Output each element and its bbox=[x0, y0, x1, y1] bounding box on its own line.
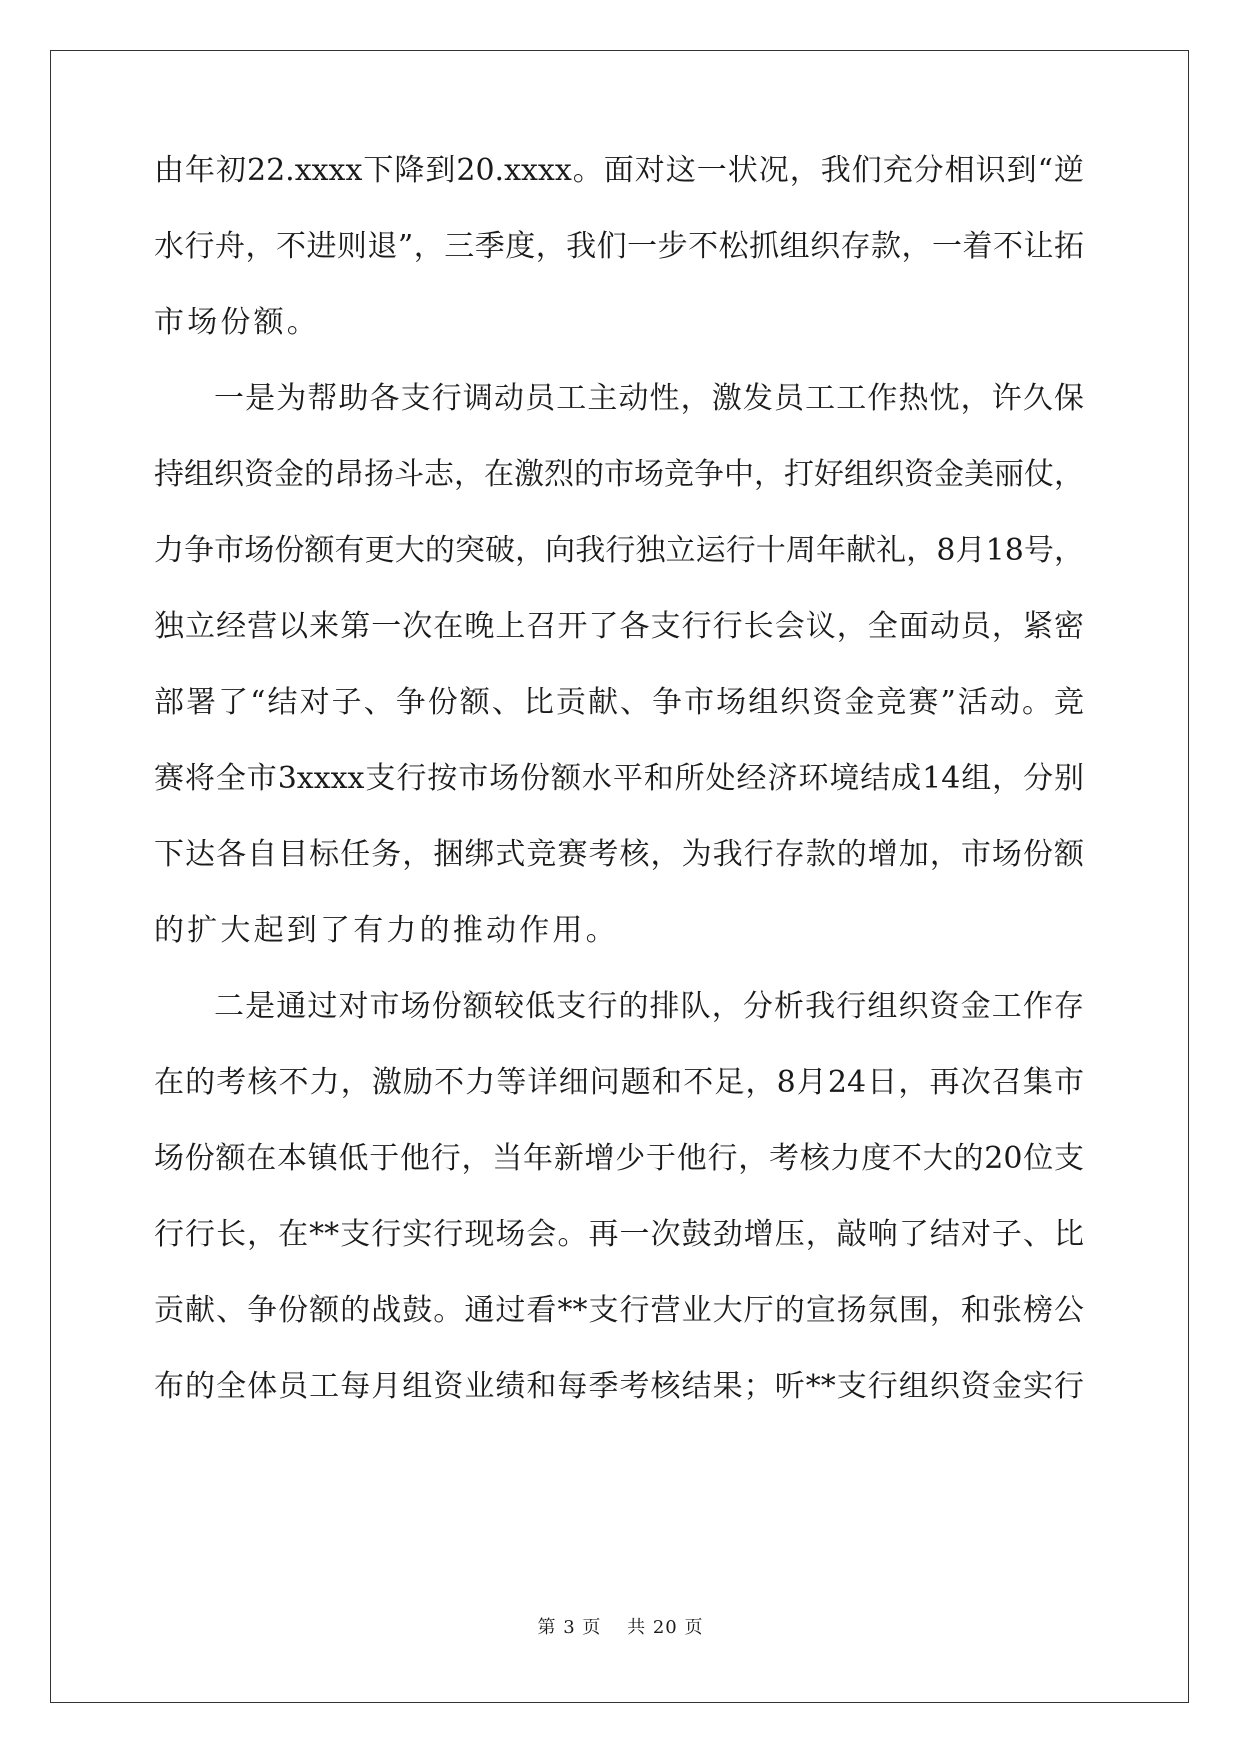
text-line: 场份额在本镇低于他行，当年新增少于他行，考核力度不大的20位支 bbox=[154, 1141, 1084, 1176]
text-line: 持组织资金的昂扬斗志，在激烈的市场竞争中，打好组织资金美丽仗， bbox=[154, 457, 1084, 492]
text-line: 水行舟，不进则退”，三季度，我们一步不松抓组织存款，一着不让拓 bbox=[154, 229, 1084, 264]
text-line: 由年初22.xxxx下降到20.xxxx。面对这一状况，我们充分相识到“逆 bbox=[154, 153, 1084, 188]
text-line: 贡献、争份额的战鼓。通过看**支行营业大厅的宣扬氛围，和张榜公 bbox=[154, 1293, 1084, 1328]
text-line: 独立经营以来第一次在晚上召开了各支行行长会议，全面动员，紧密 bbox=[154, 609, 1084, 644]
text-line: 的扩大起到了有力的推动作用。 bbox=[154, 913, 619, 948]
text-line: 在的考核不力，激励不力等详细问题和不足，8月24日，再次召集市 bbox=[154, 1065, 1084, 1100]
text-line: 下达各自目标任务，捆绑式竞赛考核，为我行存款的增加，市场份额 bbox=[154, 837, 1084, 872]
page-border bbox=[50, 50, 1189, 1703]
paragraph-first-line: 二是通过对市场份额较低支行的排队，分析我行组织资金工作存 bbox=[214, 989, 1084, 1024]
page-footer: 第 3 页 共 20 页 bbox=[537, 1617, 704, 1638]
text-line: 力争市场份额有更大的突破，向我行独立运行十周年献礼，8月18号， bbox=[154, 533, 1084, 568]
text-line: 赛将全市3xxxx支行按市场份额水平和所处经济环境结成14组，分别 bbox=[154, 761, 1084, 796]
text-line: 行行长，在**支行实行现场会。再一次鼓劲增压，敲响了结对子、比 bbox=[154, 1217, 1084, 1252]
text-line: 布的全体员工每月组资业绩和每季考核结果；听**支行组织资金实行 bbox=[154, 1369, 1084, 1404]
text-line: 部署了“结对子、争份额、比贡献、争市场组织资金竞赛”活动。竞 bbox=[154, 685, 1084, 720]
text-line: 市场份额。 bbox=[154, 305, 320, 340]
paragraph-first-line: 一是为帮助各支行调动员工主动性，激发员工工作热忱，许久保 bbox=[214, 381, 1084, 416]
